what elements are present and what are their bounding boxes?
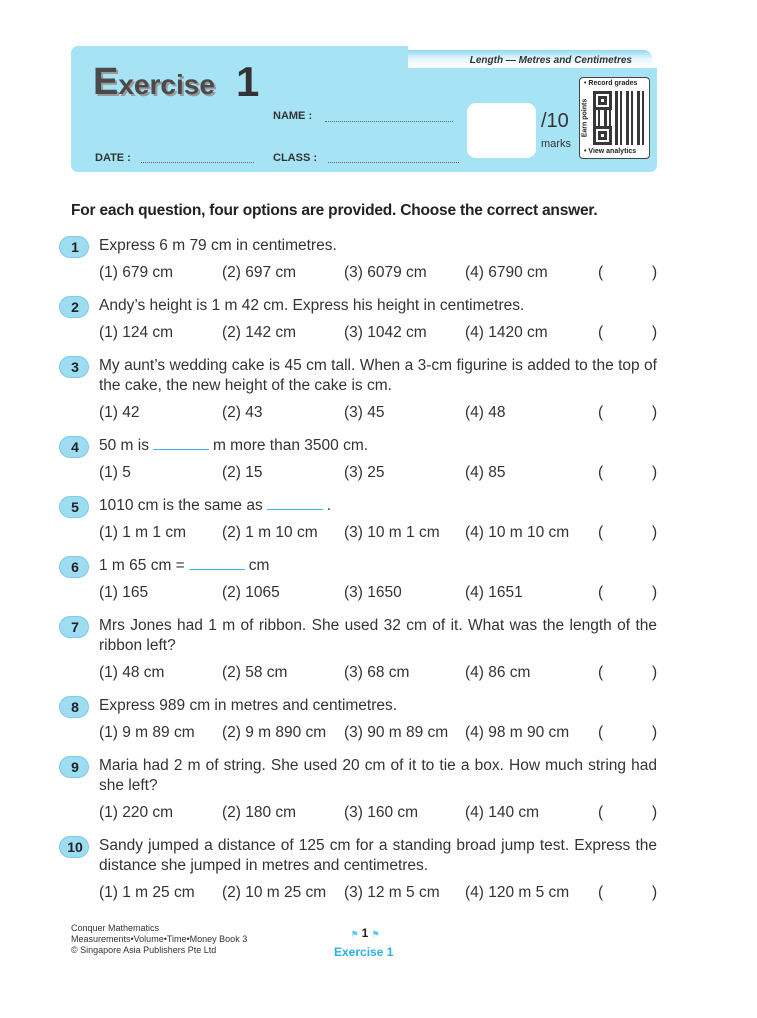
question-number-badge: 9	[59, 756, 89, 778]
class-label: CLASS :	[273, 152, 317, 164]
answer-bracket-open[interactable]: (	[598, 464, 604, 481]
qr-earn-points: Earn points	[581, 98, 589, 138]
option-3[interactable]: (3) 25	[344, 464, 385, 481]
option-3[interactable]: (3) 45	[344, 404, 385, 421]
footer-credits	[71, 923, 247, 956]
option-1[interactable]: (1) 679 cm	[99, 264, 174, 281]
question-list	[59, 236, 659, 916]
option-2[interactable]: (2) 142 cm	[222, 324, 297, 341]
option-3[interactable]: (3) 160 cm	[344, 804, 419, 821]
option-2[interactable]: (2) 10 m 25 cm	[222, 884, 327, 901]
instructions: For each question, four options are provided. Choose the correct answer.	[71, 202, 598, 219]
question-item	[59, 496, 659, 543]
answer-blank[interactable]	[153, 436, 209, 450]
option-4[interactable]: (4) 85	[465, 464, 506, 481]
question-item	[59, 356, 659, 423]
options-row	[59, 263, 659, 283]
score-box[interactable]	[467, 103, 536, 158]
flag-icon: ⚑	[368, 930, 380, 940]
option-3[interactable]: (3) 1042 cm	[344, 324, 427, 341]
option-2[interactable]: (2) 9 m 890 cm	[222, 724, 327, 741]
answer-bracket-open[interactable]: (	[598, 664, 604, 681]
options-row	[59, 723, 659, 743]
question-text	[99, 496, 657, 516]
answer-bracket-open[interactable]: (	[598, 584, 604, 601]
option-3[interactable]: (3) 10 m 1 cm	[344, 524, 440, 541]
qr-code-panel[interactable]	[579, 77, 650, 159]
answer-bracket-open[interactable]: (	[598, 804, 604, 821]
footer-book: Measurements•Volume•Time•Money Book 3	[71, 934, 248, 944]
question-text-after: m more than 3500 cm.	[212, 437, 369, 454]
name-label: NAME :	[273, 110, 313, 122]
option-4[interactable]: (4) 1651	[465, 584, 523, 601]
question-item	[59, 556, 659, 603]
question-text-after: cm	[248, 557, 270, 574]
topic-tab: Length — Metres and Centimetres	[408, 50, 652, 68]
answer-bracket-open[interactable]: (	[598, 324, 604, 341]
question-text: Sandy jumped a distance of 125 cm for a standing broad jump test. Express the distance she jumped in metres and centimetres.	[99, 837, 657, 874]
question-text: My aunt’s wedding cake is 45 cm tall. When a 3-cm figurine is added to the top of the cake, the new height of the cake is cm.	[99, 357, 657, 394]
question-item	[59, 616, 659, 683]
option-1[interactable]: (1) 48 cm	[99, 664, 165, 681]
qr-record-grades: • Record grades	[584, 80, 638, 87]
answer-bracket-close[interactable]: )	[652, 264, 658, 281]
question-number-badge: 2	[59, 296, 89, 318]
option-2[interactable]: (2) 180 cm	[222, 804, 297, 821]
options-row	[59, 803, 659, 823]
option-2[interactable]: (2) 697 cm	[222, 264, 297, 281]
question-text	[99, 556, 657, 576]
date-label: DATE :	[95, 152, 131, 164]
answer-bracket-open[interactable]: (	[598, 264, 604, 281]
option-1[interactable]: (1) 165	[99, 584, 149, 601]
option-4[interactable]: (4) 140 cm	[465, 804, 540, 821]
question-text	[99, 436, 657, 456]
options-row	[59, 523, 659, 543]
option-3[interactable]: (3) 6079 cm	[344, 264, 427, 281]
option-2[interactable]: (2) 43	[222, 404, 263, 421]
answer-bracket-open[interactable]: (	[598, 524, 604, 541]
question-number-badge: 5	[59, 496, 89, 518]
option-4[interactable]: (4) 6790 cm	[465, 264, 548, 281]
answer-bracket-open[interactable]: (	[598, 724, 604, 741]
question-item	[59, 696, 659, 743]
question-item	[59, 436, 659, 483]
option-2[interactable]: (2) 58 cm	[222, 664, 288, 681]
option-3[interactable]: (3) 68 cm	[344, 664, 410, 681]
date-field[interactable]	[141, 162, 254, 163]
answer-bracket-close[interactable]: )	[652, 584, 658, 601]
option-1[interactable]: (1) 1 m 25 cm	[99, 884, 195, 901]
answer-bracket-close[interactable]: )	[652, 464, 658, 481]
answer-bracket-close[interactable]: )	[652, 324, 658, 341]
answer-bracket-close[interactable]: )	[652, 884, 658, 901]
question-number-badge: 10	[59, 836, 89, 858]
question-item	[59, 296, 659, 343]
options-row	[59, 463, 659, 483]
options-row	[59, 403, 659, 423]
answer-bracket-close[interactable]: )	[652, 404, 658, 421]
footer-copyright: © Singapore Asia Publishers Pte Ltd	[71, 945, 217, 955]
answer-bracket-close[interactable]: )	[652, 524, 658, 541]
option-2[interactable]: (2) 15	[222, 464, 263, 481]
footer-exercise: Exercise 1	[334, 945, 394, 959]
qr-code-icon	[593, 91, 647, 145]
option-2[interactable]: (2) 1065	[222, 584, 280, 601]
question-number-badge: 1	[59, 236, 89, 258]
option-4[interactable]: (4) 10 m 10 cm	[465, 524, 570, 541]
option-1[interactable]: (1) 42	[99, 404, 140, 421]
answer-bracket-open[interactable]: (	[598, 884, 604, 901]
question-number-badge: 8	[59, 696, 89, 718]
option-3[interactable]: (3) 12 m 5 cm	[344, 884, 440, 901]
question-text: Express 989 cm in metres and centimetres.	[99, 697, 398, 714]
answer-bracket-close[interactable]: )	[652, 664, 658, 681]
option-4[interactable]: (4) 98 m 90 cm	[465, 724, 570, 741]
question-item	[59, 836, 659, 903]
option-4[interactable]: (4) 86 cm	[465, 664, 531, 681]
question-number-badge: 4	[59, 436, 89, 458]
question-text-before: 1010 cm is the same as	[99, 497, 263, 514]
answer-bracket-open[interactable]: (	[598, 404, 604, 421]
qr-view-analytics: • View analytics	[584, 148, 637, 155]
question-text-before: 50 m is	[99, 437, 149, 454]
option-1[interactable]: (1) 220 cm	[99, 804, 174, 821]
options-row	[59, 663, 659, 683]
question-text-after: .	[326, 497, 332, 514]
option-1[interactable]: (1) 1 m 1 cm	[99, 524, 186, 541]
question-text: Andy’s height is 1 m 42 cm. Express his height in centimetres.	[99, 297, 525, 314]
option-2[interactable]: (2) 1 m 10 cm	[222, 524, 318, 541]
answer-blank[interactable]	[267, 496, 323, 510]
option-3[interactable]: (3) 90 m 89 cm	[344, 724, 449, 741]
options-row	[59, 323, 659, 343]
answer-bracket-close[interactable]: )	[652, 804, 658, 821]
option-3[interactable]: (3) 1650	[344, 584, 402, 601]
marks-label: marks	[541, 138, 571, 150]
option-4[interactable]: (4) 48	[465, 404, 506, 421]
question-number-badge: 7	[59, 616, 89, 638]
options-row	[59, 583, 659, 603]
exercise-title: Exercise	[93, 61, 215, 103]
question-item	[59, 756, 659, 823]
option-1[interactable]: (1) 9 m 89 cm	[99, 724, 195, 741]
exercise-number: 1	[236, 58, 260, 105]
question-text-before: 1 m 65 cm =	[99, 557, 185, 574]
flag-icon: ⚑	[350, 930, 362, 940]
question-text: Express 6 m 79 cm in centimetres.	[99, 237, 337, 254]
page-number: ⚑ 1 ⚑	[350, 926, 380, 940]
question-number-badge: 6	[59, 556, 89, 578]
option-1[interactable]: (1) 5	[99, 464, 131, 481]
answer-bracket-close[interactable]: )	[652, 724, 658, 741]
option-1[interactable]: (1) 124 cm	[99, 324, 174, 341]
answer-blank[interactable]	[189, 556, 245, 570]
question-text: Mrs Jones had 1 m of ribbon. She used 32 cm of it. What was the length of the ribbon left?	[99, 617, 657, 654]
footer-series: Conquer Mathematics	[71, 923, 160, 933]
options-row	[59, 883, 659, 903]
option-4[interactable]: (4) 1420 cm	[465, 324, 548, 341]
option-4[interactable]: (4) 120 m 5 cm	[465, 884, 570, 901]
question-item	[59, 236, 659, 283]
name-field[interactable]	[325, 121, 453, 122]
class-field[interactable]	[328, 162, 459, 163]
question-number-badge: 3	[59, 356, 89, 378]
score-total: /10	[541, 110, 569, 132]
question-text: Maria had 2 m of string. She used 20 cm of it to tie a box. How much string had she left?	[99, 757, 657, 794]
